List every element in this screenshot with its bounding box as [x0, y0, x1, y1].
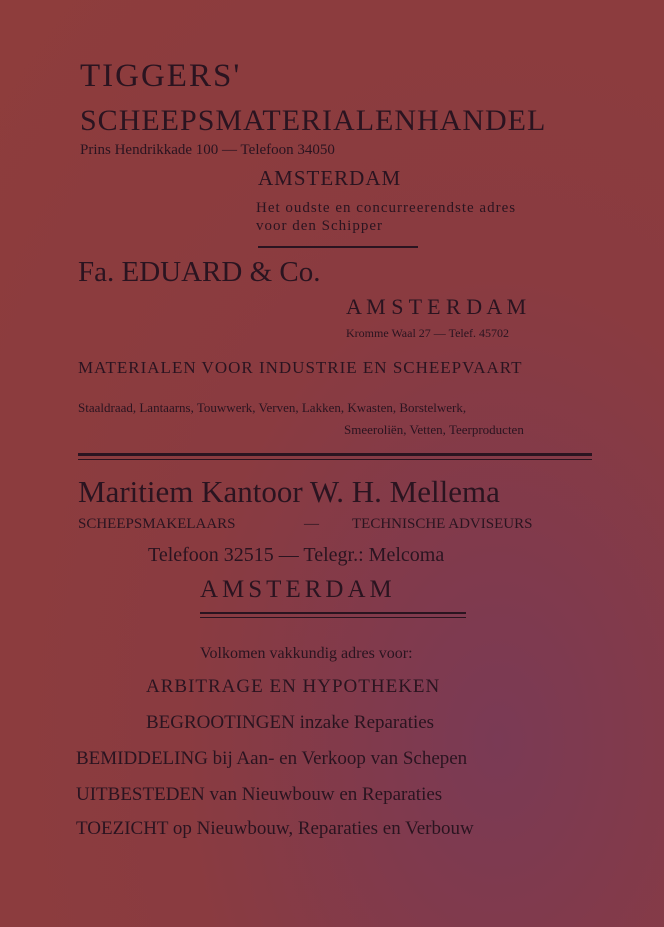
section-divider-top [78, 453, 592, 456]
ad3-service-bemiddeling: BEMIDDELING bij Aan- en Verkoop van Schepen [76, 748, 468, 769]
ad1-trade: SCHEEPSMATERIALENHANDEL [80, 104, 547, 137]
ad1-slogan-line2: voor den Schipper [256, 218, 383, 234]
ad2-city: A M S T E R D A M [346, 294, 527, 319]
ad1-address: Prins Hendrikkade 100 — Telefoon 34050 [80, 142, 335, 158]
ad3-city: AMSTERDAM [200, 576, 396, 603]
ad3-role-right: TECHNISCHE ADVISEURS [352, 516, 533, 532]
ad3-service-arbitrage: ARBITRAGE EN HYPOTHEKEN [146, 676, 441, 697]
ad3-service-begrootingen: BEGROOTINGEN inzake Reparaties [146, 712, 435, 733]
ad3-role-left: SCHEEPSMAKELAARS [78, 516, 236, 532]
ad3-city-underline-top [200, 612, 466, 614]
ad1-slogan-line1: Het oudste en concurreerendste adres [256, 200, 517, 216]
ad1-city: AMSTERDAM [258, 166, 402, 190]
ad1-name: TIGGERS' [80, 58, 242, 94]
ad3-intro: Volkomen vakkundig adres voor: [200, 645, 413, 662]
ad2-heading: MATERIALEN VOOR INDUSTRIE EN SCHEEPVAART [78, 358, 523, 377]
ad2-products-line2: Smeeroliën, Vetten, Teerproducten [344, 422, 524, 437]
section-divider-bottom [78, 459, 592, 460]
ad3-city-underline-bottom [200, 617, 466, 618]
ad2-address: Kromme Waal 27 — Telef. 45702 [346, 326, 510, 340]
ad3-service-toezicht: TOEZICHT op Nieuwbouw, Reparaties en Verbouw [76, 818, 474, 839]
ad3-name: Maritiem Kantoor W. H. Mellema [78, 474, 500, 509]
ad2-name: Fa. EDUARD & Co. [78, 256, 321, 288]
ad3-contact: Telefoon 32515 — Telegr.: Melcoma [148, 544, 445, 566]
ad3-role-separator: — [304, 516, 319, 532]
ad2-products-line1: Staaldraad, Lantaarns, Touwwerk, Verven, Lakken, Kwasten, Borstelwerk, [78, 400, 467, 415]
ad3-service-uitbesteden: UITBESTEDEN van Nieuwbouw en Reparaties [76, 784, 443, 805]
ad1-divider [258, 246, 418, 248]
